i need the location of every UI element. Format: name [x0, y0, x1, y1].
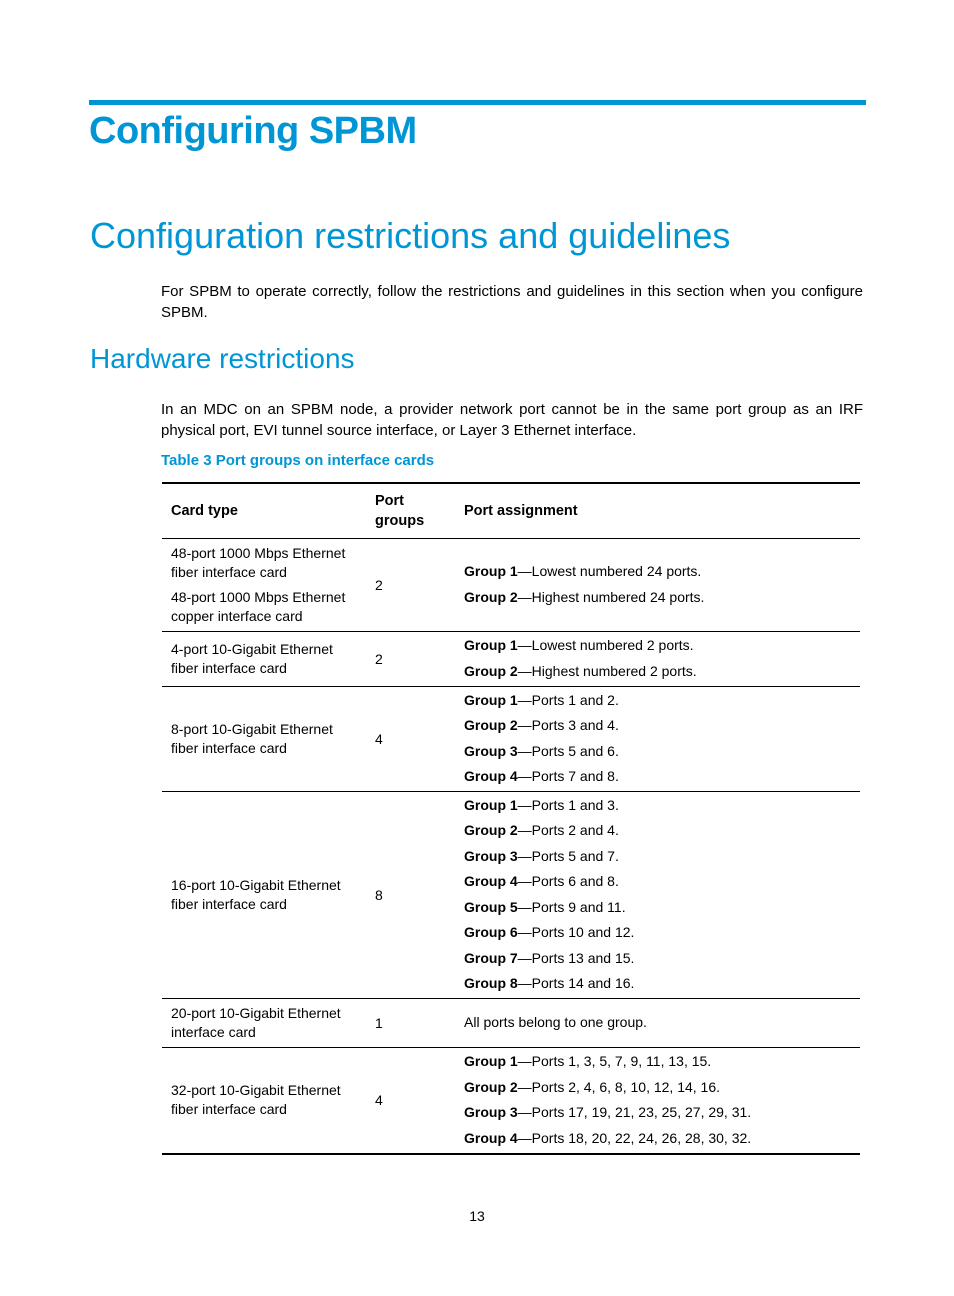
group-label: Group 1 [464, 691, 518, 708]
table-row [162, 631, 860, 686]
cell-card-type [162, 631, 366, 686]
group-label: Group 3 [464, 1104, 518, 1121]
assignment-line [464, 1126, 860, 1152]
cell-port-groups: 8 [375, 886, 383, 903]
group-ports: —Ports 2 and 4. [517, 822, 619, 838]
group-ports: —Ports 18, 20, 22, 24, 26, 28, 30, 32. [517, 1129, 752, 1146]
group-label: Group 1 [464, 563, 518, 579]
header-port-groups [366, 483, 455, 538]
group-ports: —Ports 13 and 15. [517, 949, 635, 966]
group-label: Group 2 [464, 588, 518, 605]
group-ports: —Ports 1 and 3. [517, 796, 619, 813]
group-label: Group 4 [464, 1129, 518, 1146]
cell-port-assignment [455, 791, 860, 998]
assignment-line [464, 713, 860, 739]
group-ports: —Highest numbered 2 ports. [517, 662, 697, 679]
group-label: Group 7 [464, 949, 518, 966]
group-ports: —Ports 5 and 7. [517, 847, 619, 864]
group-ports: —Ports 1, 3, 5, 7, 9, 11, 13, 15. [517, 1053, 712, 1070]
group-ports: —Ports 3 and 4. [517, 717, 619, 733]
chapter-title: Configuring SPBM [89, 110, 417, 152]
intro-paragraph: For SPBM to operate correctly, follow the restrictions and guidelines in this section when you configure SPBM. [161, 283, 863, 321]
cell-card-type [162, 998, 366, 1047]
table-row [162, 791, 860, 998]
group-ports: —Ports 17, 19, 21, 23, 25, 27, 29, 31. [517, 1104, 752, 1121]
card-name [171, 1081, 366, 1119]
group-label: Group 2 [464, 662, 518, 679]
group-label: Group 6 [464, 924, 518, 940]
group-label: Group 2 [464, 1078, 518, 1095]
card-name-line: fiber interface card [171, 895, 287, 912]
assignment-line [464, 1010, 860, 1036]
cell-port-assignment [455, 1047, 860, 1154]
chapter-top-rule [89, 100, 866, 105]
card-name-line: 32-port 10-Gigabit Ethernet [171, 1082, 341, 1099]
cell-card-type [162, 686, 366, 791]
assignment-line [464, 946, 860, 972]
group-label: Group 2 [464, 822, 518, 838]
group-ports: —Ports 6 and 8. [517, 873, 619, 889]
card-name-line: copper interface card [171, 607, 303, 624]
group-ports: —Ports 2, 4, 6, 8, 10, 12, 14, 16. [517, 1078, 721, 1095]
group-ports: —Ports 1 and 2. [517, 691, 619, 708]
assignment-line [464, 559, 860, 585]
group-ports: All ports belong to one group. [464, 1013, 647, 1030]
group-label: Group 3 [464, 847, 518, 864]
cell-port-groups: 2 [375, 650, 383, 667]
card-name [171, 720, 366, 758]
section-title: Configuration restrictions and guidelines [90, 215, 731, 256]
cell-card-type [162, 1047, 366, 1154]
card-name [171, 640, 366, 678]
assignment-line [464, 585, 860, 611]
cell-port-groups: 4 [375, 730, 383, 747]
assignment-line [464, 869, 860, 895]
cell-card-type [162, 791, 366, 998]
assignment-line [464, 920, 860, 946]
group-ports: —Ports 9 and 11. [517, 898, 626, 915]
cell-port-assignment [455, 686, 860, 791]
cell-port-groups: 1 [375, 1014, 383, 1031]
group-ports: —Highest numbered 24 ports. [517, 588, 705, 605]
card-name [171, 876, 366, 914]
table-caption: Table 3 Port groups on interface cards [161, 452, 435, 469]
group-label: Group 8 [464, 975, 518, 991]
card-name-line: fiber interface card [171, 1101, 287, 1118]
table-row [162, 998, 860, 1047]
group-ports: —Ports 14 and 16. [517, 975, 635, 991]
cell-port-assignment [455, 998, 860, 1047]
group-ports: —Ports 5 and 6. [517, 742, 619, 759]
assignment-line [464, 659, 860, 685]
assignment-line [464, 1100, 860, 1126]
card-name [171, 1004, 366, 1042]
assignment-line [464, 971, 860, 997]
card-name-line: 48-port 1000 Mbps Ethernet [171, 544, 346, 561]
card-name-line: fiber interface card [171, 563, 287, 580]
group-ports: —Ports 7 and 8. [517, 768, 619, 784]
table-body [162, 538, 860, 1154]
group-label: Group 3 [464, 742, 518, 759]
table-row [162, 538, 860, 631]
group-ports: —Ports 10 and 12. [517, 924, 635, 940]
header-port-groups-line1: Port [375, 492, 404, 509]
cell-port-groups: 4 [375, 1092, 383, 1109]
card-name-line: 16-port 10-Gigabit Ethernet [171, 876, 341, 893]
table-header-row [162, 483, 860, 538]
port-groups-table [162, 482, 860, 1155]
assignment-line [464, 764, 860, 790]
group-label: Group 4 [464, 873, 518, 889]
card-name [171, 588, 366, 626]
assignment-line [464, 818, 860, 844]
assignment-line [464, 895, 860, 921]
cell-port-assignment [455, 538, 860, 631]
table-row [162, 1047, 860, 1154]
card-name-line: 20-port 10-Gigabit Ethernet [171, 1004, 341, 1021]
assignment-line [464, 844, 860, 870]
assignment-line [464, 1075, 860, 1101]
table-row [162, 686, 860, 791]
group-label: Group 4 [464, 768, 518, 784]
group-label: Group 1 [464, 796, 518, 813]
assignment-line [464, 688, 860, 714]
cell-port-assignment [455, 631, 860, 686]
subsection-title: Hardware restrictions [90, 343, 355, 374]
page-number: 13 [469, 1208, 485, 1224]
card-name-line: fiber interface card [171, 739, 287, 756]
card-name-line: fiber interface card [171, 659, 287, 676]
assignment-line [464, 739, 860, 765]
card-name-line: interface card [171, 1023, 256, 1040]
assignment-line [464, 633, 860, 659]
group-label: Group 2 [464, 717, 518, 733]
assignment-line [464, 1049, 860, 1075]
group-label: Group 5 [464, 898, 518, 915]
group-label: Group 1 [464, 637, 518, 653]
cell-card-type [162, 538, 366, 631]
header-port-groups-line2: groups [375, 512, 425, 529]
card-name [171, 544, 366, 582]
assignment-line [464, 793, 860, 819]
card-name-line: 48-port 1000 Mbps Ethernet [171, 588, 346, 605]
group-label: Group 1 [464, 1053, 518, 1070]
card-name-line: 8-port 10-Gigabit Ethernet [171, 720, 333, 737]
hardware-paragraph: In an MDC on an SPBM node, a provider network port cannot be in the same port group as an IRF physical port, EVI tunnel source interface, or Layer 3 Ethernet interface. [161, 401, 863, 439]
group-ports: —Lowest numbered 2 ports. [517, 637, 694, 653]
header-port-assignment: Port assignment [464, 502, 578, 519]
header-card-type: Card type [171, 502, 238, 519]
group-ports: —Lowest numbered 24 ports. [517, 563, 702, 579]
card-name-line: 4-port 10-Gigabit Ethernet [171, 640, 333, 657]
cell-port-groups: 2 [375, 576, 383, 593]
